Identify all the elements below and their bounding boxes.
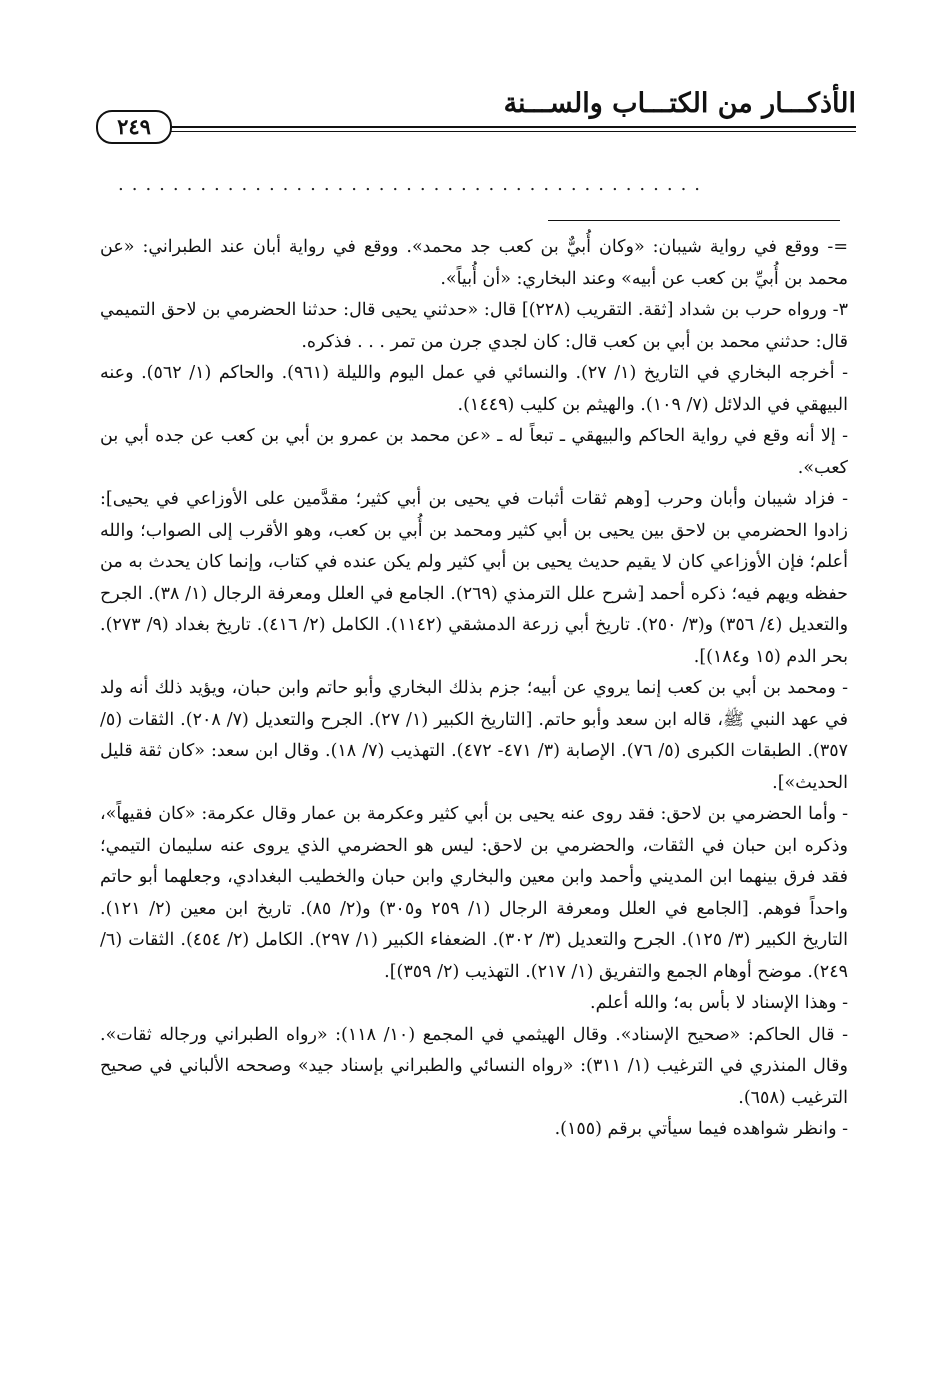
paragraph: - أخرجه البخاري في التاريخ (١/ ٢٧). والنسائي في عمل اليوم والليلة (٩٦١). والحاكم (١/ ٥٦٢). وعنه البيهقي في الدلائل (٧/ ١٠٩). والهيثم بن كليب (١٤٤٩).	[100, 363, 848, 415]
paragraph: - فزاد شيبان وأبان وحرب [وهم ثقات أثبات في يحيى بن أبي كثير؛ مقدَّمين على الأوزاعي في يحيى]: زادوا الحضرمي بن لاحق بين يحيى بن أبي كثير ومحمد بن أُبي بن كعب، وهو الأقرب إلى الصواب؛ والله أعلم؛ فإن الأوزاعي كان لا يقيم حديث يحيى بن أبي كثير ولم يكن عنده في كتاب، وإنما كان يحدث به من حفظه ويهم فيه؛ ذكره أحمد [شرح علل الترمذي (٢٦٩). الجامع في العلل ومعرفة الرجال (١/ ٣٨). الجرح والتعديل (٤/ ٣٥٦) و(٣/ ٢٥٠). تاريخ أبي زرعة الدمشقي (١١٤٢). الكامل (٢/ ٤١٦). تاريخ بغداد (٩/ ٢٧٣). بحر الدم (١٥ و١٨٤)].	[100, 489, 849, 667]
paragraph: - إلا أنه وقع في رواية الحاكم والبيهقي ـ تبعاً له ـ «عن محمد بن عمرو بن أبي بن كعب عن جده أبي بن كعب».	[100, 426, 848, 478]
header-rule	[166, 126, 856, 128]
footnote-text	[100, 232, 848, 1146]
paragraph: - وانظر شواهده فيما سيأتي برقم (١٥٥).	[554, 1119, 848, 1139]
running-title: الأذكـــار من الكتـــاب والســـنة	[503, 88, 856, 119]
paragraph: =- ووقع في رواية شيبان: «وكان أُبيٌّ بن كعب جد محمد». ووقع في رواية أبان عند الطبراني: «عن محمد بن أُبيِّ بن كعب عن أبيه» وعند البخاري: «أن أُبياً».	[100, 237, 848, 289]
paragraph: - وأما الحضرمي بن لاحق: فقد روى عنه يحيى بن أبي كثير وعكرمة بن عمار وقال عكرمة: «كان فقيهاً»، وذكره ابن حبان في الثقات، والحضرمي بن لاحق: ليس هو الحضرمي الذي يروى عنه سليمان التيمي؛ فقد فرق بينهما ابن المديني وأحمد وابن معين والبخاري وابن حبان والخطيب البغدادي، وجعلهما أبو حاتم واحداً فوهم. [الجامع في العلل ومعرفة الرجال (١/ ٢٥٩ و٣٠٥) و(٢/ ٨٥). تاريخ ابن معين (٢/ ١٢١). التاريخ الكبير (٣/ ١٢٥). الجرح والتعديل (٣/ ٣٠٢). الضعفاء الكبير (١/ ٢٩٧). الكامل (٢/ ٤٥٤). الثقات (٦/ ٢٤٩). موضح أوهام الجمع والتفريق (١/ ٢١٧). التهذيب (٢/ ٣٥٩)].	[100, 804, 849, 982]
page-number: ٢٤٩	[96, 110, 172, 144]
footnote-rule	[548, 220, 840, 221]
paragraph: - ومحمد بن أبي بن كعب إنما يروي عن أبيه؛ جزم بذلك البخاري وأبو حاتم وابن حبان، ويؤيد ذلك أنه ولد في عهد النبي ﷺ، قاله ابن سعد وأبو حاتم. [التاريخ الكبير (١/ ٢٧). الجرح والتعديل (٧/ ٢٠٨). الثقات (٥/ ٣٥٧). الطبقات الكبرى (٥/ ٧٦). الإصابة (٣/ ٤٧١- ٤٧٢). التهذيب (٧/ ١٨). وقال ابن سعد: «كان ثقة قليل الحديث»].	[100, 678, 849, 793]
paragraph: ٣- ورواه حرب بن شداد [ثقة. التقريب (٢٢٨)] قال: «حدثني يحيى قال: حدثنا الحضرمي بن لاحق التميمي قال: حدثني محمد بن أبي بن كعب قال: كان لجدي جرن من تمر . . . فذكره.	[100, 300, 848, 352]
paragraph: - وهذا الإسناد لا بأس به؛ والله أعلم.	[590, 993, 848, 1013]
header-rule-thin	[166, 131, 856, 132]
ellipsis-separator: ...........................................	[118, 174, 709, 195]
page-header	[96, 86, 856, 138]
paragraph: - قال الحاكم: «صحيح الإسناد». وقال الهيثمي في المجمع (١٠/ ١١٨): «رواه الطبراني ورجاله ثقات». وقال المنذري في الترغيب (١/ ٣١١): «رواه النسائي والطبراني بإسناد جيد» وصححه الألباني في صحيح الترغيب (٦٥٨).	[100, 1024, 848, 1108]
